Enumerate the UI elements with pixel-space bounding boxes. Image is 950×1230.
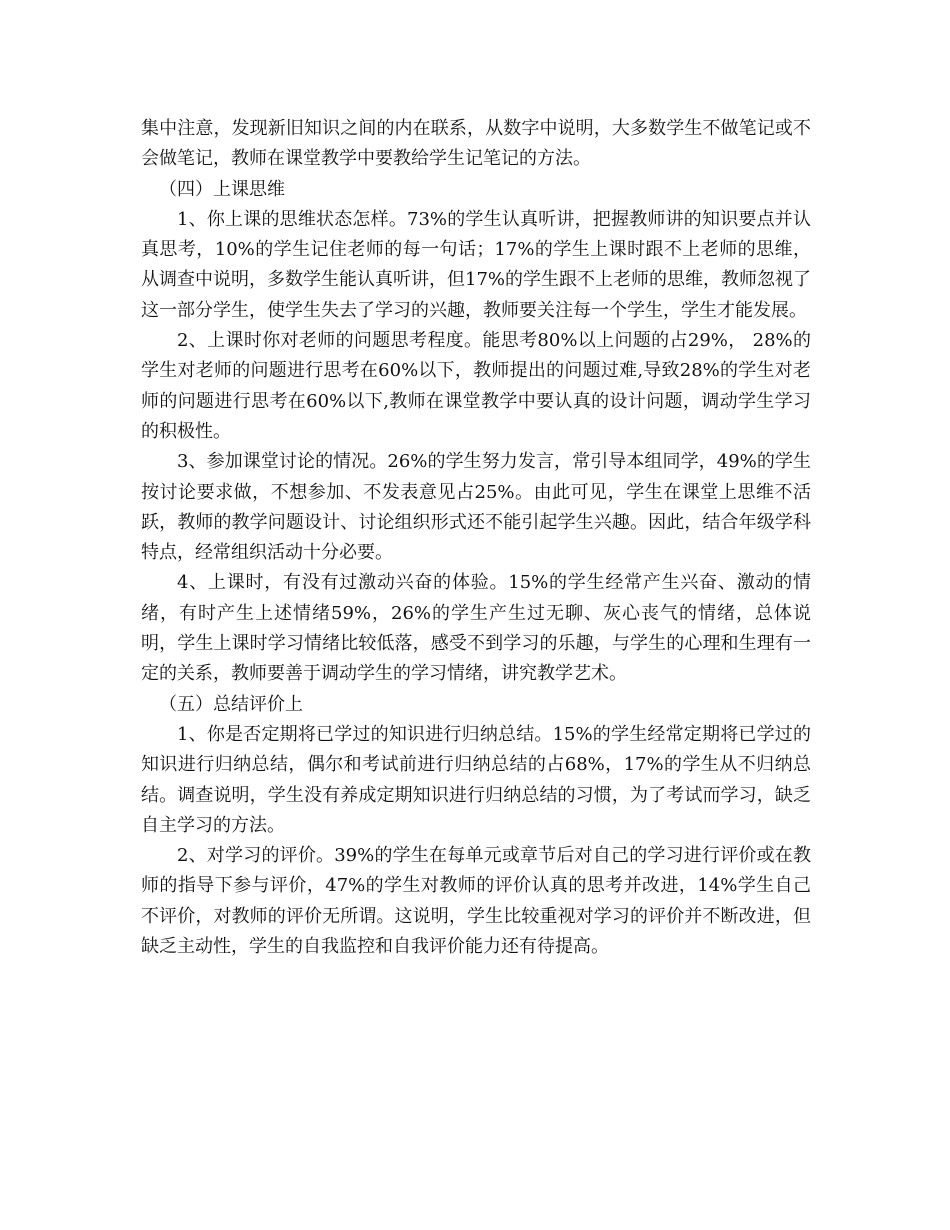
paragraph-excitement: 4、上课时，有没有过激动兴奋的体验。15%的学生经常产生兴奋、激动的情绪，有时产生上述情绪59%，26%的学生产生过无聊、灰心丧气的情绪，总体说明，学生上课时学习情绪比较低落，感受不到学习的乐趣，与学生的心理和生理有一定的关系，教师要善于调动学生的学习情绪，讲究教学艺术。 [141,572,811,685]
section-heading-thinking: （四）上课思维 [159,178,285,200]
document-body [141,114,811,962]
section-heading-summary: （五）总结评价上 [159,693,303,715]
paragraph-thinking-state: 1、你上课的思维状态怎样。73%的学生认真听讲，把握教师讲的知识要点并认真思考，10%的学生记住老师的每一句话；17%的学生上课时跟不上老师的思维，从调查中说明，多数学生能认真听讲，但17%的学生跟不上老师的思维，教师忽视了这一部分学生，使学生失去了学习的兴趣，教师要关注每一个学生，学生才能发展。 [141,208,812,321]
paragraph-self-evaluation: 2、对学习的评价。39%的学生在每单元或章节后对自己的学习进行评价或在教师的指导下参与评价，47%的学生对教师的评价认真的思考并改进，14%学生自己不评价，对教师的评价无所谓。这说明，学生比较重视对学习的评价并不断改进，但缺乏主动性，学生的自我监控和自我评价能力还有待提高。 [141,845,811,958]
paragraph-review-habit: 1、你是否定期将已学过的知识进行归纳总结。15%的学生经常定期将已学过的知识进行归纳总结，偶尔和考试前进行归纳总结的占68%，17%的学生从不归纳总结。调查说明，学生没有养成定期知识进行归纳总结的习惯，为了考试而学习，缺乏自主学习的方法。 [141,723,811,836]
paragraph-class-discussion: 3、参加课堂讨论的情况。26%的学生努力发言，常引导本组同学，49%的学生按讨论要求做，不想参加、不发表意见占25%。由此可见，学生在课堂上思维不活跃，教师的教学问题设计、讨论组织形式还不能引起学生兴趣。因此，结合年级学科特点，经常组织活动十分必要。 [141,451,811,564]
paragraph-continuation: 集中注意，发现新旧知识之间的内在联系，从数字中说明，大多数学生不做笔记或不会做笔记，教师在课堂教学中要教给学生记笔记的方法。 [141,118,811,170]
paragraph-question-depth: 2、上课时你对老师的问题思考程度。能思考80%以上问题的占29%， 28%的学生对老师的问题进行思考在60%以下，教师提出的问题过难,导致28%的学生对老师的问题进行思考在60%以下,教师在课堂教学中要认真的设计问题，调动学生学习的积极性。 [141,330,811,442]
